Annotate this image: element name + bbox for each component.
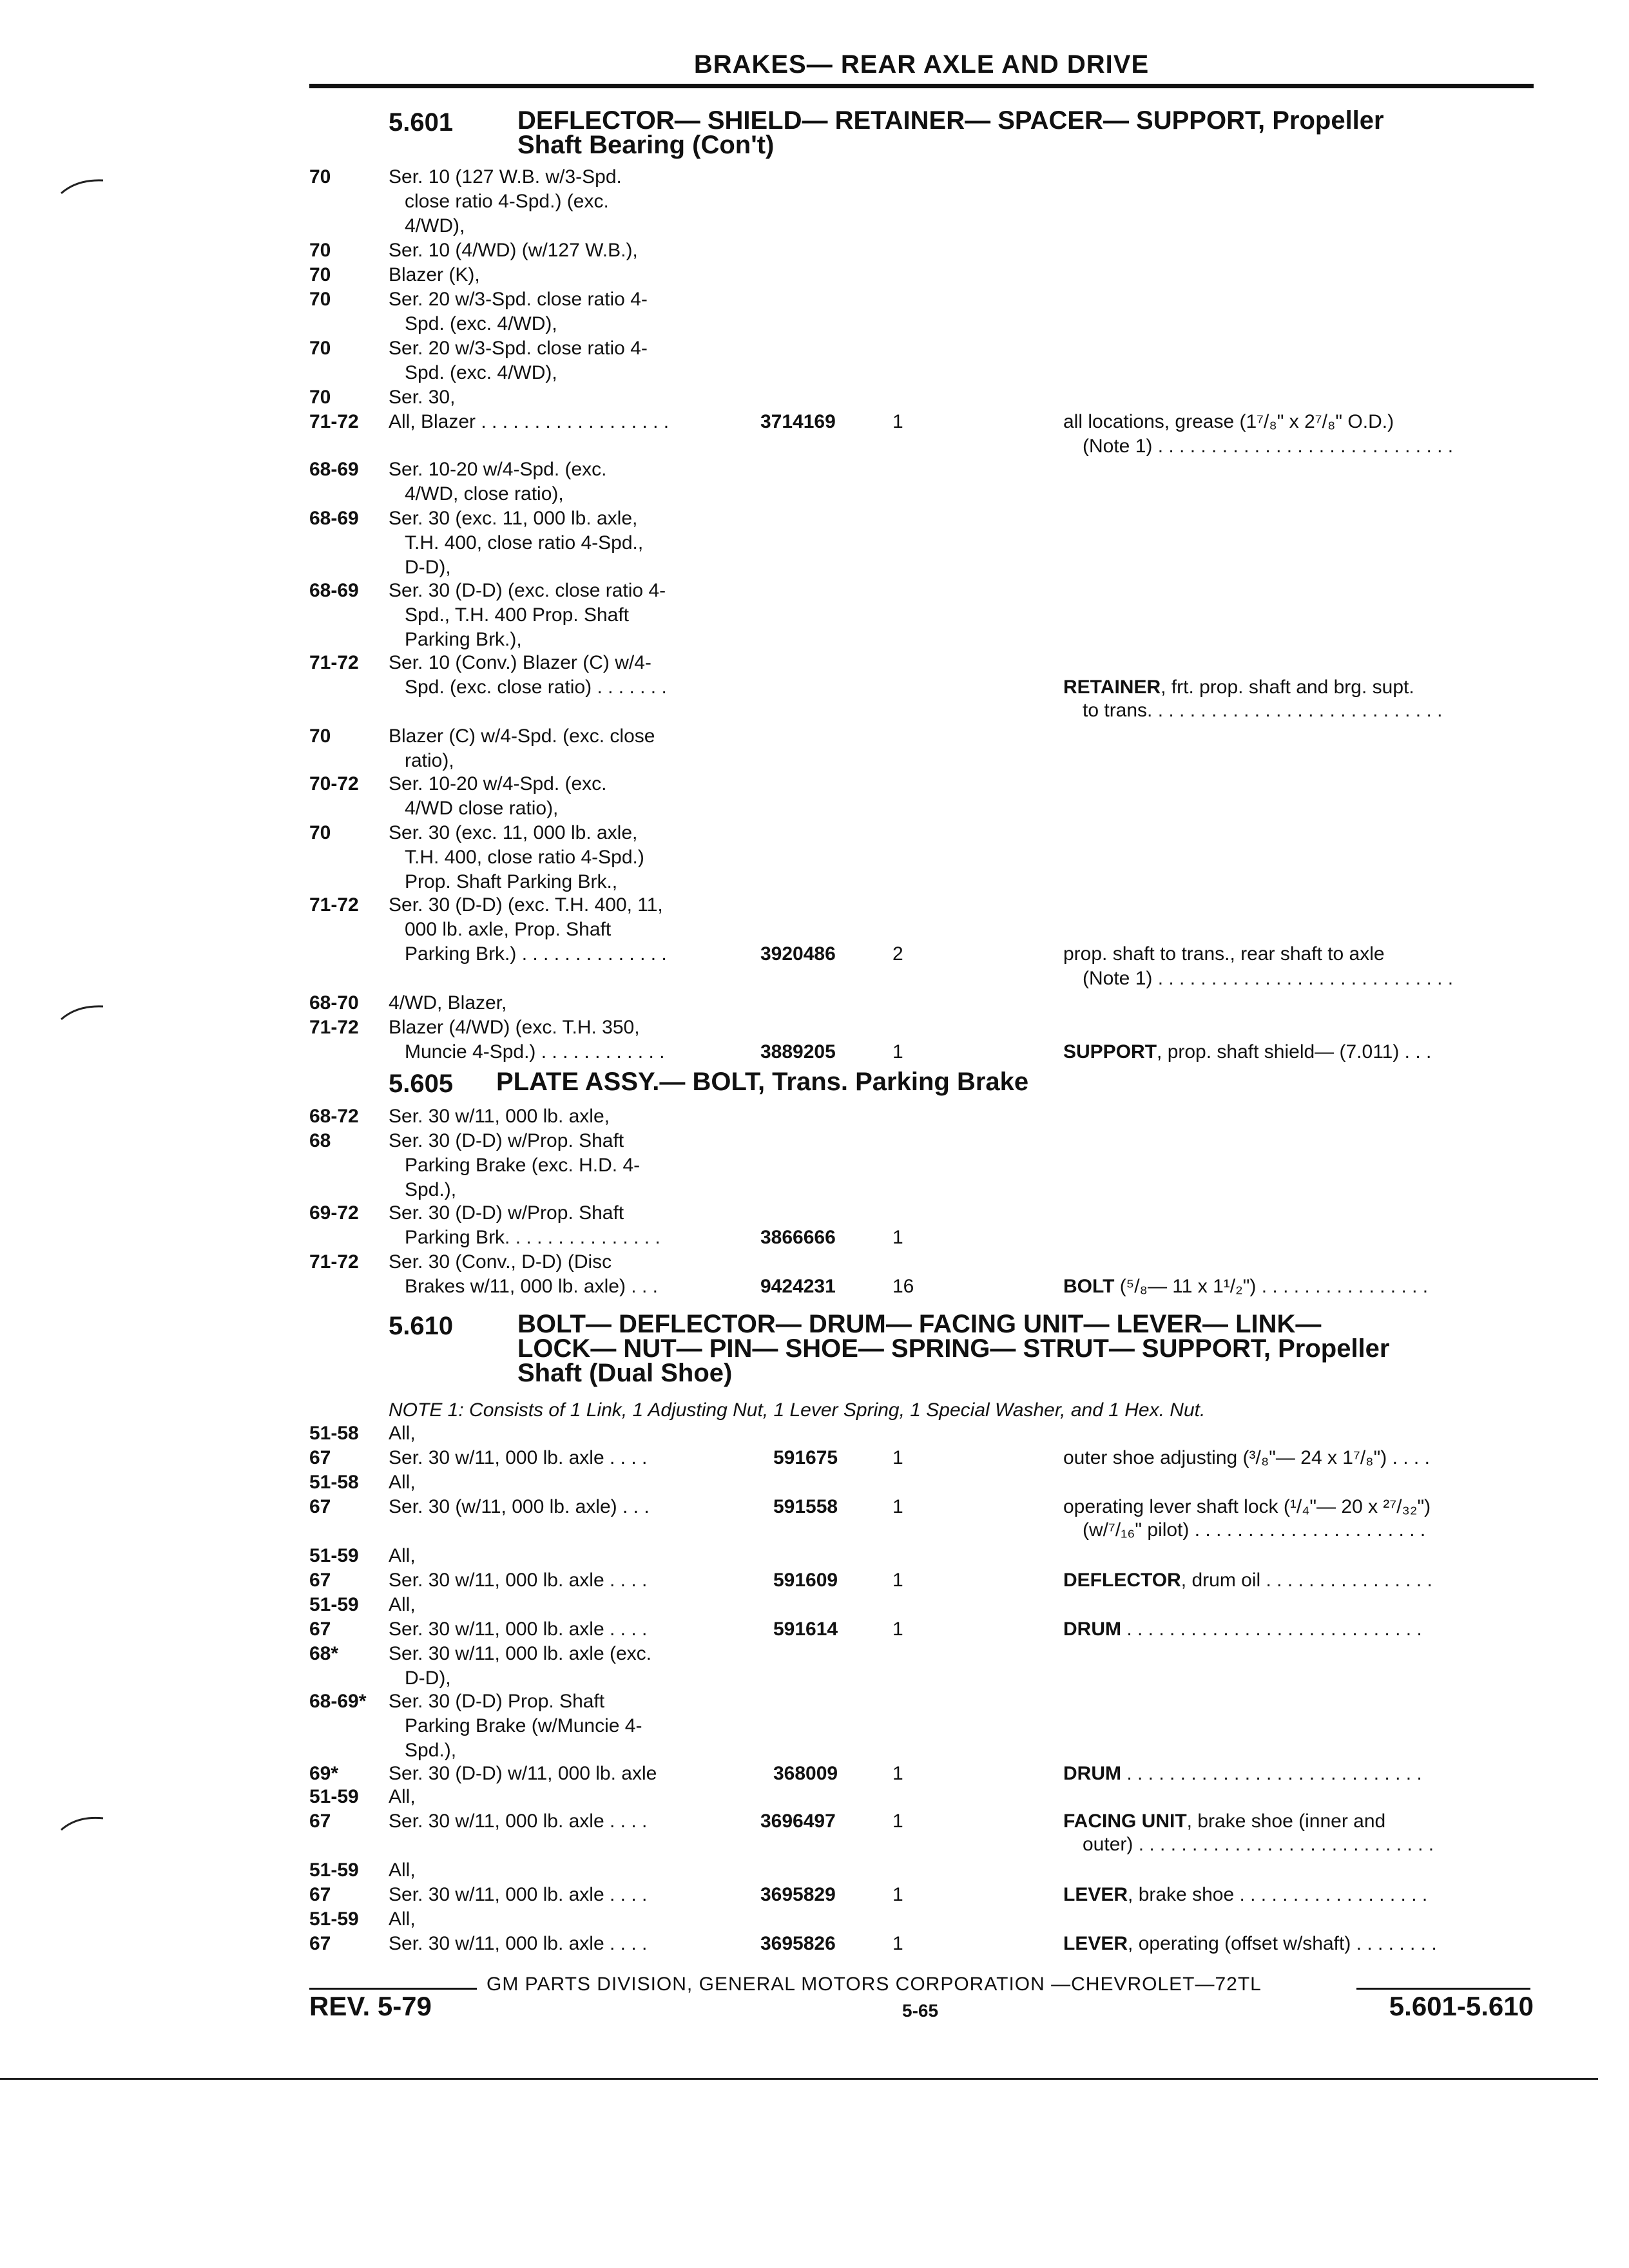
application-line: ratio), <box>405 750 454 771</box>
quantity: 1 <box>892 1447 903 1468</box>
year-range: 69-72 <box>309 1202 359 1224</box>
part-description: DRUM . . . . . . . . . . . . . . . . . . . . . . . . . . . . <box>1063 1619 1422 1640</box>
application-line: Ser. 30 (exc. 11, 000 lb. axle, <box>389 508 638 529</box>
application-line: close ratio 4-Spd.) (exc. <box>405 191 609 212</box>
year-range: 70 <box>309 338 331 359</box>
quantity: 1 <box>892 1570 903 1591</box>
application-line: Parking Brake (exc. H.D. 4- <box>405 1155 641 1176</box>
application-line: Parking Brk.) . . . . . . . . . . . . . . <box>405 943 667 965</box>
scan-mark-icon <box>58 174 110 200</box>
part-number: 591609 <box>773 1570 838 1591</box>
part-number: 9424231 <box>760 1276 836 1297</box>
year-range: 67 <box>309 1884 331 1905</box>
year-range: 70-72 <box>309 773 359 794</box>
application-line: Ser. 10 (Conv.) Blazer (C) w/4- <box>389 652 651 673</box>
application-line: Ser. 30 (w/11, 000 lb. axle) . . . <box>389 1496 650 1517</box>
application-line: Spd., T.H. 400 Prop. Shaft <box>405 604 629 626</box>
application-line: Ser. 20 w/3-Spd. close ratio 4- <box>389 289 648 310</box>
year-range: 68-69 <box>309 508 359 529</box>
application-line: Blazer (K), <box>389 264 480 285</box>
application-line: 000 lb. axle, Prop. Shaft <box>405 919 612 940</box>
application-line: Spd.), <box>405 1179 457 1200</box>
quantity: 1 <box>892 1041 903 1062</box>
year-range: 51-59 <box>309 1860 359 1881</box>
application-line: Ser. 10-20 w/4-Spd. (exc. <box>389 773 607 794</box>
year-range: 71-72 <box>309 652 359 673</box>
quantity: 1 <box>892 1496 903 1517</box>
part-description: LEVER, operating (offset w/shaft) . . . . . . . . <box>1063 1933 1437 1954</box>
part-description: RETAINER, frt. prop. shaft and brg. supt. <box>1063 677 1414 698</box>
year-range: 68-70 <box>309 992 359 1014</box>
part-description-cont: outer) . . . . . . . . . . . . . . . . . . . . . . . . . . . . <box>1083 1834 1434 1855</box>
section-title-cont: Shaft (Dual Shoe) <box>517 1359 733 1387</box>
application-line: T.H. 400, close ratio 4-Spd.) <box>405 847 644 868</box>
application-line: Ser. 30, <box>389 387 456 408</box>
part-description: BOLT (⁵/₈— 11 x 1¹/₂") . . . . . . . . . . . . . . . . <box>1063 1276 1429 1297</box>
application-line: Parking Brk. . . . . . . . . . . . . . . <box>405 1227 660 1248</box>
year-range: 67 <box>309 1447 331 1468</box>
year-range: 68-72 <box>309 1106 359 1127</box>
year-range: 51-59 <box>309 1594 359 1615</box>
application-line: Prop. Shaft Parking Brk., <box>405 871 618 892</box>
application-line: Ser. 30 (D-D) (exc. T.H. 400, 11, <box>389 894 663 916</box>
year-range: 70 <box>309 264 331 285</box>
year-range: 71-72 <box>309 411 359 432</box>
part-description: outer shoe adjusting (³/₈"— 24 x 1⁷/₈") . . . . <box>1063 1447 1430 1468</box>
application-line: All, <box>389 1545 416 1566</box>
section-title: DEFLECTOR— SHIELD— RETAINER— SPACER— SUPPORT, Propeller <box>517 106 1384 135</box>
part-description: LEVER, brake shoe . . . . . . . . . . . . . . . . . . <box>1063 1884 1428 1905</box>
scan-bottom-line <box>0 2078 1598 2080</box>
year-range: 67 <box>309 1570 331 1591</box>
year-range: 68* <box>309 1643 339 1664</box>
section-title: BOLT— DEFLECTOR— DRUM— FACING UNIT— LEVER— LINK— <box>517 1310 1322 1338</box>
application-line: Ser. 30 (D-D) Prop. Shaft <box>389 1691 605 1712</box>
year-range: 69* <box>309 1763 339 1784</box>
application-line: Spd. (exc. 4/WD), <box>405 313 557 334</box>
year-range: 67 <box>309 1619 331 1640</box>
footer-rule-left <box>309 1988 477 1990</box>
year-range: 68 <box>309 1130 331 1151</box>
application-line: Ser. 30 w/11, 000 lb. axle . . . . <box>389 1884 648 1905</box>
application-line: All, <box>389 1908 416 1930</box>
part-number: 3696497 <box>760 1811 836 1832</box>
application-line: Ser. 10-20 w/4-Spd. (exc. <box>389 459 607 480</box>
application-line: Ser. 10 (4/WD) (w/127 W.B.), <box>389 240 638 261</box>
year-range: 51-58 <box>309 1472 359 1493</box>
part-number: 591614 <box>773 1619 838 1640</box>
year-range: 70 <box>309 726 331 747</box>
part-description: operating lever shaft lock (¹/₄"— 20 x ²⁷/₃₂") <box>1063 1496 1431 1517</box>
part-description: all locations, grease (1⁷/₈" x 2⁷/₈" O.D.) <box>1063 411 1394 432</box>
application-line: Ser. 30 w/11, 000 lb. axle . . . . <box>389 1933 648 1954</box>
application-line: All, <box>389 1423 416 1444</box>
application-line: Parking Brake (w/Muncie 4- <box>405 1715 642 1736</box>
revision-label: REV. 5-79 <box>309 1991 432 2021</box>
page-header-title: BRAKES— REAR AXLE AND DRIVE <box>693 50 1150 79</box>
part-number: 3695826 <box>760 1933 836 1954</box>
year-range: 67 <box>309 1811 331 1832</box>
application-line: Ser. 30 (D-D) w/Prop. Shaft <box>389 1202 624 1224</box>
part-description: DRUM . . . . . . . . . . . . . . . . . . . . . . . . . . . . <box>1063 1763 1422 1784</box>
application-line: D-D), <box>405 1667 451 1689</box>
application-line: Ser. 30 w/11, 000 lb. axle . . . . <box>389 1811 648 1832</box>
part-description-cont: (Note 1) . . . . . . . . . . . . . . . . . . . . . . . . . . . . <box>1083 436 1454 457</box>
application-line: Ser. 30 w/11, 000 lb. axle (exc. <box>389 1643 652 1664</box>
year-range: 67 <box>309 1933 331 1954</box>
application-line: Parking Brk.), <box>405 629 522 650</box>
application-line: Ser. 30 w/11, 000 lb. axle . . . . <box>389 1619 648 1640</box>
part-number: 591558 <box>773 1496 838 1517</box>
year-range: 71-72 <box>309 1017 359 1038</box>
application-line: All, <box>389 1472 416 1493</box>
page-number: 5-65 <box>902 2001 939 2021</box>
part-number: 3866666 <box>760 1227 836 1248</box>
part-description: prop. shaft to trans., rear shaft to axle <box>1063 943 1385 965</box>
year-range: 51-59 <box>309 1545 359 1566</box>
application-line: All, <box>389 1594 416 1615</box>
year-range: 71-72 <box>309 1251 359 1273</box>
scan-mark-icon <box>58 1811 110 1836</box>
section-range: 5.601-5.610 <box>1389 1991 1534 2021</box>
section-number: 5.601 <box>389 108 454 137</box>
application-line: Blazer (4/WD) (exc. T.H. 350, <box>389 1017 640 1038</box>
application-line: Ser. 10 (127 W.B. w/3-Spd. <box>389 166 622 187</box>
part-description: FACING UNIT, brake shoe (inner and <box>1063 1811 1386 1832</box>
application-line: T.H. 400, close ratio 4-Spd., <box>405 532 644 553</box>
application-line: Ser. 30 w/11, 000 lb. axle . . . . <box>389 1570 648 1591</box>
application-line: Spd. (exc. 4/WD), <box>405 362 557 383</box>
application-line: Ser. 30 (D-D) w/Prop. Shaft <box>389 1130 624 1151</box>
footer-division: GM PARTS DIVISION, GENERAL MOTORS CORPORATION —CHEVROLET—72TL <box>487 1974 1262 1995</box>
part-number: 591675 <box>773 1447 838 1468</box>
year-range: 68-69 <box>309 580 359 601</box>
application-line: 4/WD close ratio), <box>405 798 559 819</box>
application-line: All, <box>389 1860 416 1881</box>
quantity: 1 <box>892 1763 903 1784</box>
part-number: 368009 <box>773 1763 838 1784</box>
note-1: NOTE 1: Consists of 1 Link, 1 Adjusting Nut, 1 Lever Spring, 1 Special Washer, and 1 Hex. Nut. <box>389 1399 1206 1421</box>
year-range: 70 <box>309 289 331 310</box>
part-number: 3889205 <box>760 1041 836 1062</box>
year-range: 70 <box>309 822 331 843</box>
year-range: 70 <box>309 240 331 261</box>
section-title-cont: LOCK— NUT— PIN— SHOE— SPRING— STRUT— SUPPORT, Propeller <box>517 1334 1390 1363</box>
year-range: 70 <box>309 387 331 408</box>
application-line: Ser. 20 w/3-Spd. close ratio 4- <box>389 338 648 359</box>
quantity: 1 <box>892 1884 903 1905</box>
quantity: 16 <box>892 1276 914 1297</box>
quantity: 2 <box>892 943 903 965</box>
part-description: DEFLECTOR, drum oil . . . . . . . . . . . . . . . . <box>1063 1570 1432 1591</box>
application-line: D-D), <box>405 557 451 578</box>
scan-mark-icon <box>58 999 110 1024</box>
quantity: 1 <box>892 1619 903 1640</box>
quantity: 1 <box>892 1227 903 1248</box>
year-range: 68-69* <box>309 1691 367 1712</box>
application-line: Muncie 4-Spd.) . . . . . . . . . . . . <box>405 1041 665 1062</box>
footer-rule-right <box>1356 1988 1530 1990</box>
section-title-cont: Shaft Bearing (Con't) <box>517 131 775 159</box>
application-line: Ser. 30 w/11, 000 lb. axle . . . . <box>389 1447 648 1468</box>
part-description: SUPPORT, prop. shaft shield— (7.011) . . . <box>1063 1041 1432 1062</box>
part-description-cont: (Note 1) . . . . . . . . . . . . . . . . . . . . . . . . . . . . <box>1083 968 1454 989</box>
application-line: 4/WD, Blazer, <box>389 992 507 1014</box>
section-number: 5.605 <box>389 1070 454 1098</box>
application-line: Brakes w/11, 000 lb. axle) . . . <box>405 1276 658 1297</box>
year-range: 51-58 <box>309 1423 359 1444</box>
year-range: 68-69 <box>309 459 359 480</box>
header-rule <box>309 84 1534 88</box>
part-description-cont: to trans. . . . . . . . . . . . . . . . . . . . . . . . . . . . <box>1083 700 1443 721</box>
quantity: 1 <box>892 411 903 432</box>
quantity: 1 <box>892 1811 903 1832</box>
year-range: 71-72 <box>309 894 359 916</box>
part-number: 3920486 <box>760 943 836 965</box>
part-description-cont: (w/⁷/₁₆" pilot) . . . . . . . . . . . . . . . . . . . . . . <box>1083 1519 1426 1541</box>
application-line: 4/WD, close ratio), <box>405 483 564 505</box>
application-line: Spd.), <box>405 1740 457 1761</box>
application-line: Ser. 30 (Conv., D-D) (Disc <box>389 1251 612 1273</box>
application-line: Ser. 30 (exc. 11, 000 lb. axle, <box>389 822 638 843</box>
application-line: All, Blazer . . . . . . . . . . . . . . . . . . <box>389 411 670 432</box>
application-line: Ser. 30 w/11, 000 lb. axle, <box>389 1106 610 1127</box>
application-line: Ser. 30 (D-D) (exc. close ratio 4- <box>389 580 666 601</box>
section-title: PLATE ASSY.— BOLT, Trans. Parking Brake <box>496 1068 1029 1096</box>
application-line: Spd. (exc. close ratio) . . . . . . . <box>405 677 667 698</box>
part-number: 3714169 <box>760 411 836 432</box>
application-line: Ser. 30 (D-D) w/11, 000 lb. axle <box>389 1763 657 1784</box>
year-range: 51-59 <box>309 1786 359 1807</box>
application-line: Blazer (C) w/4-Spd. (exc. close <box>389 726 655 747</box>
year-range: 51-59 <box>309 1908 359 1930</box>
application-line: All, <box>389 1786 416 1807</box>
year-range: 70 <box>309 166 331 187</box>
application-line: 4/WD), <box>405 215 465 236</box>
year-range: 67 <box>309 1496 331 1517</box>
quantity: 1 <box>892 1933 903 1954</box>
part-number: 3695829 <box>760 1884 836 1905</box>
section-number: 5.610 <box>389 1312 454 1340</box>
